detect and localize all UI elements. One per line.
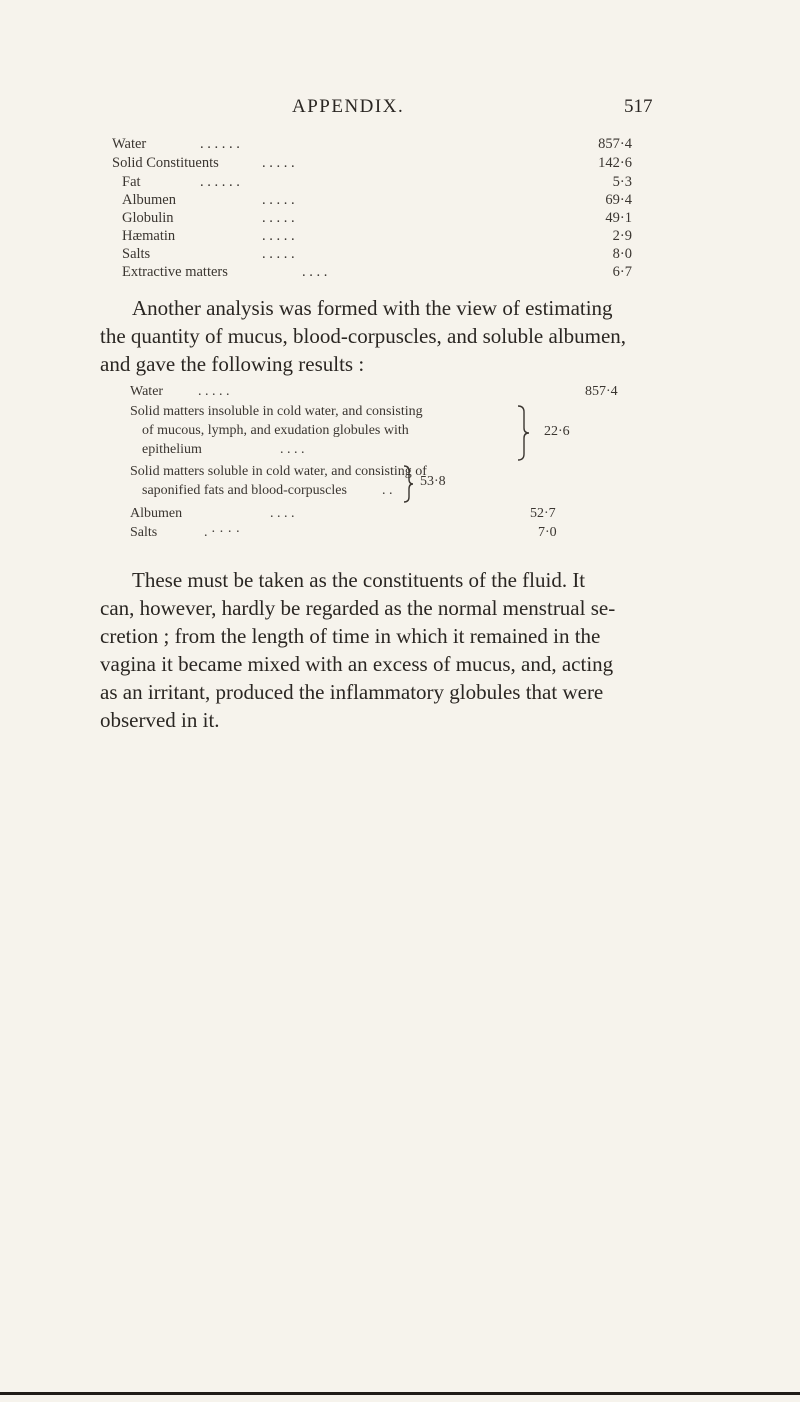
row-value: 69·4: [605, 192, 632, 208]
table-row: [130, 525, 650, 543]
table-row: [112, 155, 632, 173]
row-label: Solid matters soluble in cold water, and consisting of: [130, 464, 427, 479]
leader-dots: . . . . .: [262, 228, 295, 244]
paragraph-1: [100, 294, 700, 378]
paragraph-2: [100, 566, 700, 734]
leader-dots: . . . . .: [262, 192, 295, 208]
table-row: [112, 192, 632, 210]
leader-dots: . . . . . .: [200, 174, 240, 190]
row-label: Water: [130, 384, 164, 399]
row-label: Solid Constituents: [112, 155, 219, 171]
row-label: saponified fats and blood-corpuscles: [142, 483, 347, 498]
brace-icon: [402, 464, 414, 504]
leader-dots: . . . . .: [262, 210, 295, 226]
row-value: 7·0: [538, 525, 557, 540]
row-label: Hæmatin: [122, 228, 176, 244]
row-value: 857·4: [585, 384, 618, 399]
leader-dots: . . . . .: [198, 384, 230, 399]
paragraph-line: cretion ; from the length of time in which it remained in the: [100, 624, 601, 648]
row-label: Solid matters insoluble in cold water, and consisting: [130, 404, 423, 419]
row-label: Fat: [122, 174, 141, 190]
table-row: [112, 210, 632, 228]
running-head: APPENDIX.: [292, 96, 405, 117]
paragraph-line: vagina it became mixed with an excess of mucus, and, acting: [100, 652, 614, 676]
table-row: [130, 404, 650, 462]
row-value: 49·1: [605, 210, 632, 226]
row-label: Salts: [122, 246, 151, 262]
row-value: 5·3: [612, 174, 632, 190]
paragraph-line: These must be taken as the constituents of the fluid. It: [132, 568, 586, 592]
row-value: 142·6: [598, 155, 632, 171]
paragraph-line: can, however, hardly be regarded as the normal menstrual se-: [100, 596, 616, 620]
row-value: 857·4: [598, 136, 632, 152]
paragraph-line: Another analysis was formed with the view of estimating: [132, 296, 613, 320]
row-label: Globulin: [122, 210, 174, 226]
leader-dots: . . . .: [280, 442, 305, 457]
page-edge-rule: [0, 1392, 800, 1395]
table-row: [112, 228, 632, 246]
paragraph-line: the quantity of mucus, blood-corpuscles, and soluble albumen,: [100, 324, 627, 348]
table-row: [112, 264, 632, 282]
paragraph-line: observed in it.: [100, 708, 220, 732]
row-value: 53·8: [420, 474, 446, 489]
leader-dots: . . . . .: [262, 155, 295, 171]
page-number: 517: [624, 96, 653, 117]
table-row: [130, 464, 650, 504]
row-value: 6·7: [612, 264, 632, 280]
row-value: 52·7: [530, 506, 556, 521]
leader-dots: . .: [382, 483, 393, 498]
table-row: [112, 136, 632, 154]
leader-dots: . . . .: [302, 264, 328, 280]
row-value: 8·0: [612, 246, 632, 262]
row-label: Water: [112, 136, 147, 152]
table-row: [112, 246, 632, 264]
table-row: [130, 384, 650, 402]
table-row: [112, 174, 632, 192]
row-label: Extractive matters: [122, 264, 228, 280]
paragraph-line: as an irritant, produced the inflammatory globules that were: [100, 680, 604, 704]
brace-icon: [516, 404, 530, 462]
leader-dots: . . . . . .: [200, 136, 240, 152]
row-label: of mucous, lymph, and exudation globules with: [142, 423, 409, 438]
row-label: Salts: [130, 525, 158, 540]
row-label: epithelium: [142, 442, 202, 457]
row-value: 2·9: [612, 228, 632, 244]
leader-dots: . . . . .: [262, 246, 295, 262]
paragraph-line: and gave the following results :: [100, 352, 365, 376]
row-value: 22·6: [544, 424, 570, 439]
table-row: [130, 506, 650, 524]
page-header: [0, 96, 800, 126]
row-label: Albumen: [130, 506, 183, 521]
leader-dots: . . . .: [270, 506, 295, 521]
row-label: Albumen: [122, 192, 176, 208]
leader-dots: . · · · ·: [204, 525, 241, 540]
